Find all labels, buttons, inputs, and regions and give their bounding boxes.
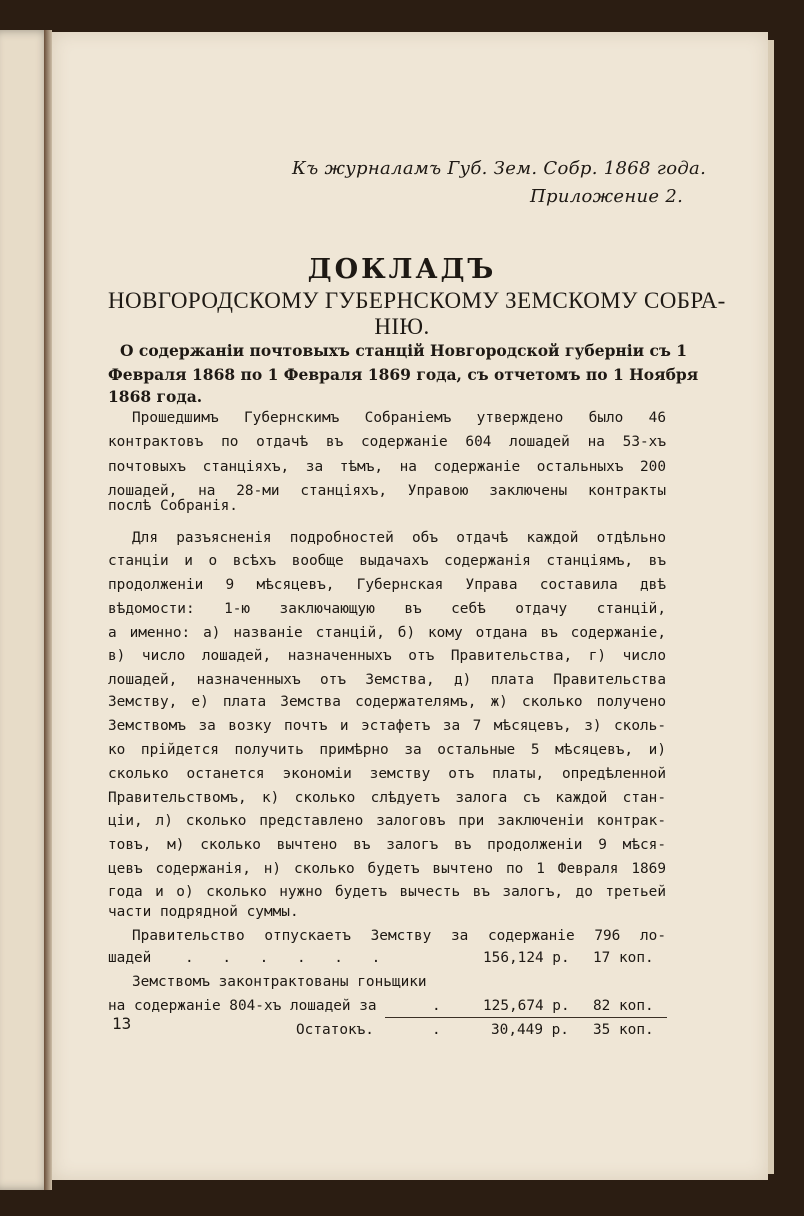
appendix-label: Приложение 2. xyxy=(530,186,684,207)
zemstvo-contract-amount: 125,674 р. xyxy=(483,998,570,1014)
topic-line-3: 1868 года. xyxy=(108,387,203,406)
paragraph2-line: года и о) сколько нужно будетъ вычесть въ залогъ, до третьей xyxy=(108,884,666,900)
book-binding xyxy=(44,30,52,1190)
zemstvo-contract-line: Земствомъ законтрактованы гоньщики xyxy=(132,974,427,990)
remainder-dots: . xyxy=(432,1022,441,1038)
subtitle-line-2: НІЮ. xyxy=(374,314,430,339)
paragraph2-line: продолженіи 9 мѣсяцевъ, Губернская Управа составила двѣ xyxy=(108,577,666,593)
paragraph2-line: Для разъясненія подробностей объ отдачѣ каждой отдѣльно xyxy=(132,530,666,546)
paragraph2-line: а именно: а) названіе станцій, б) кому отдана въ содержаніе, xyxy=(108,625,666,641)
paragraph1-line: контрактовъ по отдачѣ въ содержаніе 604 лошадей на 53-хъ xyxy=(108,434,666,450)
paragraph1-line: почтовыхъ станціяхъ, за тѣмъ, на содержаніе остальныхъ 200 xyxy=(108,459,666,475)
paragraph2-line: станціи и о всѣхъ вообще выдачахъ содержанія станціямъ, въ xyxy=(108,553,666,569)
paragraph2-line: сколько останется экономіи земству отъ платы, опредѣленной xyxy=(108,766,666,782)
right-page-edge xyxy=(768,40,774,1174)
paragraph2-line: Земствомъ за возку почтъ и эстафетъ за 7 мѣсяцевъ, з) сколь- xyxy=(108,718,666,734)
subtitle-line-1: НОВГОРОДСКОМУ ГУБЕРНСКОМУ ЗЕМСКОМУ СОБРА- xyxy=(108,288,726,313)
topic-line-2: Февраля 1868 по 1 Февраля 1869 года, съ отчетомъ по 1 Ноября xyxy=(108,365,699,384)
paragraph1-line: послѣ Собранія. xyxy=(108,498,238,514)
paragraph2-line: части подрядной суммы. xyxy=(108,904,299,920)
sum-rule xyxy=(385,1017,667,1018)
journal-header: Къ журналамъ Губ. Зем. Собр. 1868 года. xyxy=(292,158,707,179)
govt-allotment-amount: 156,124 р. xyxy=(483,950,570,966)
paragraph1-line: лошадей, на 28-ми станціяхъ, Управою заключены контракты xyxy=(108,483,666,499)
govt-allotment-line: Правительство отпускаетъ Земству за содержаніе 796 ло- xyxy=(132,928,666,944)
remainder-kopecks: 35 коп. xyxy=(593,1022,654,1038)
paragraph2-line: вѣдомости: 1-ю заключающую въ себѣ отдачу станцій, xyxy=(108,601,666,617)
paragraph2-line: цевъ содержанія, н) сколько будетъ вычтено по 1 Февраля 1869 xyxy=(108,861,666,877)
zemstvo-contract-kopecks: 82 коп. xyxy=(593,998,654,1014)
govt-allotment-label: шадей xyxy=(108,950,152,966)
paragraph2-line: ко прійдется получить примѣрно за остальные 5 мѣсяцевъ, и) xyxy=(108,742,666,758)
paragraph2-line: лошадей, назначенныхъ отъ Земства, д) плата Правительства xyxy=(108,672,666,688)
govt-allotment-kopecks: 17 коп. xyxy=(593,950,654,966)
paragraph2-line: в) число лошадей, назначенныхъ отъ Правительства, г) число xyxy=(108,648,666,664)
remainder-amount: 30,449 р. xyxy=(491,1022,569,1038)
remainder-label: Остатокъ. xyxy=(296,1022,374,1038)
paragraph1-line: Прошедшимъ Губернскимъ Собраніемъ утверждено было 46 xyxy=(132,410,666,426)
page-title: ДОКЛАДЪ xyxy=(307,254,497,285)
zemstvo-contract-label: на содержаніе 804-хъ лошадей за xyxy=(108,998,377,1014)
topic-line-1: О содержаніи почтовыхъ станцій Новгородской губерніи съ 1 xyxy=(120,341,688,360)
paragraph2-line: Земству, е) плата Земства содержателямъ, ж) сколько получено xyxy=(108,694,666,710)
paragraph2-line: товъ, м) сколько вычтено въ залогъ въ продолженіи 9 мѣся- xyxy=(108,837,666,853)
paragraph2-line: ціи, л) сколько представлено залоговъ при заключеніи контрак- xyxy=(108,813,666,829)
paragraph2-line: Правительствомъ, к) сколько слѣдуетъ залога съ каждой стан- xyxy=(108,790,666,806)
zemstvo-contract-dots: . xyxy=(432,998,441,1014)
govt-allotment-dots: . . . . . . xyxy=(185,950,391,966)
page-number: 13 xyxy=(112,1014,132,1033)
